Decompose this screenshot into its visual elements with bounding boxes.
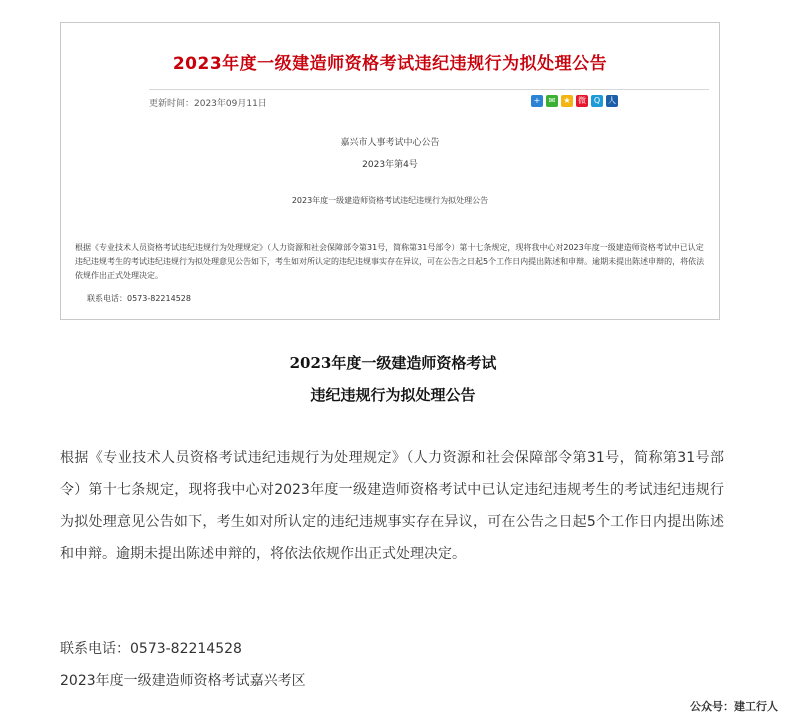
update-time: 更新时间：2023年09月11日 (149, 99, 267, 109)
renren-icon[interactable]: 人 (608, 96, 616, 105)
wechat-icon[interactable]: ✉ (546, 95, 558, 107)
notice-issue-number: 2023年第4号 (362, 160, 418, 170)
weibo-icon[interactable]: 微 (578, 96, 586, 105)
notice-contact: 联系电话：0573-82214528 (87, 294, 191, 303)
article-contact: 联系电话：0573-82214528 (60, 641, 242, 657)
qzone-icon[interactable]: ★ (561, 95, 573, 107)
article-heading-line2: 违纪违规行为拟处理公告 (310, 386, 476, 404)
article-paragraph: 根据《专业技术人员资格考试违纪违规行为处理规定》（人力资源和社会保障部令第31号，简称第31号部令）第十七条规定，现将我中心对2023年度一级建造师资格考试中已认定违纪违规考生的考试违纪违规行为拟处理意见公告如下，考生如对所认定的违纪违规事实存在异议，可在公告之日起5个工作日内提出陈述和申辩。逾期未提出陈述申辩的，将依法依规作出正式处理决定。 (60, 450, 724, 562)
article-signature: 2023年度一级建造师资格考试嘉兴考区 (60, 673, 306, 689)
title-divider (149, 89, 709, 90)
article-heading-line1: 2023年度一级建造师资格考试 (289, 354, 497, 372)
notice-title: 2023年度一级建造师资格考试违纪违规行为拟处理公告 (172, 54, 608, 74)
qq-icon[interactable]: Q (591, 95, 603, 107)
share-plus-icon[interactable]: + (531, 95, 543, 107)
wechat-account-tag: 公众号：建工行人 (690, 700, 778, 713)
notice-screenshot (60, 22, 720, 320)
share-toolbar (531, 95, 618, 107)
notice-issuer: 嘉兴市人事考试中心公告 (340, 138, 440, 148)
notice-paragraph: 根据《专业技术人员资格考试违纪违规行为处理规定》（人力资源和社会保障部令第31号，简称第31号部令）第十七条规定，现将我中心对2023年度一级建造师资格考试中已认定违纪违规考生的考试违纪违规行为拟处理意见公告如下，考生如对所认定的违纪违规事实存在异议，可在公告之日起5个工作日内提出陈述和申辩。逾期未提出陈述申辩的，将依法依规作出正式处理决定。 (75, 243, 705, 280)
notice-subtitle: 2023年度一级建造师资格考试违纪违规行为拟处理公告 (291, 196, 489, 205)
